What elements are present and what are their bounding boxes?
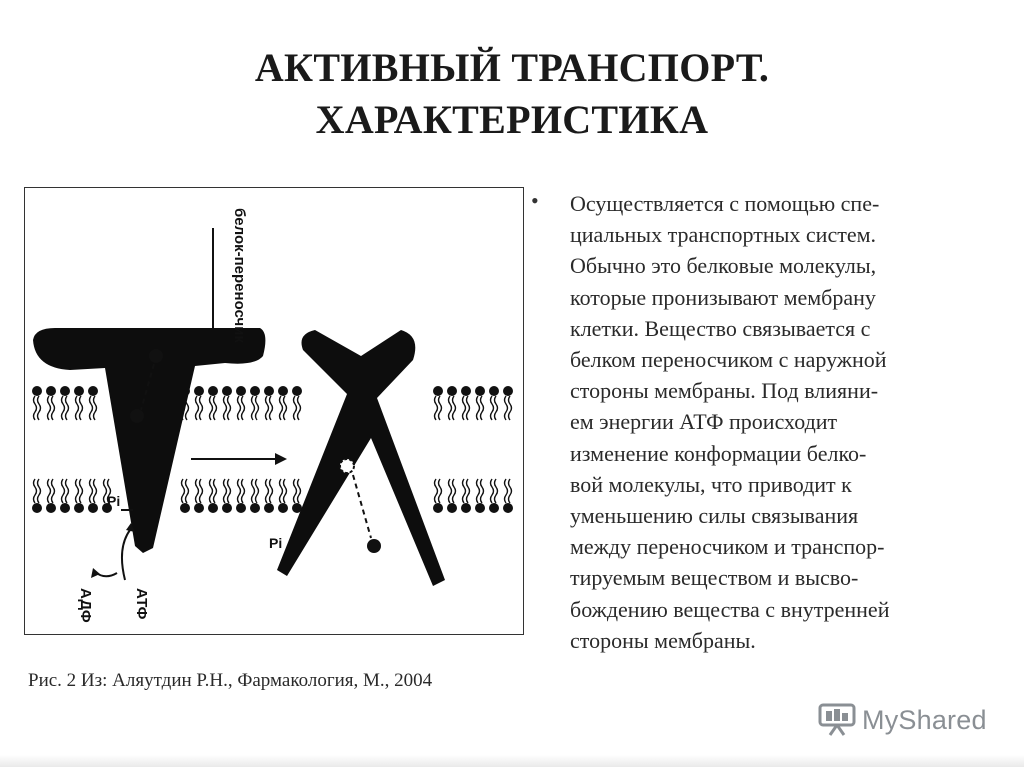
slide-title-line-2: ХАРАКТЕРИСТИКА <box>315 97 709 142</box>
carrier-protein-open-outward <box>33 328 265 553</box>
adf-label: АДФ <box>77 588 94 623</box>
binding-site-left <box>130 409 144 423</box>
bullet-line: изменение конформации белко- <box>570 440 867 466</box>
slide-title <box>0 42 1024 146</box>
myshared-brand-text: MyShared <box>862 704 987 735</box>
bullet-line: стороны мембраны. Под влияни- <box>570 378 879 404</box>
atf-label: АТФ <box>133 588 150 620</box>
bullet-line: ем энергии АТФ происходит <box>570 409 838 435</box>
projector-screen-icon <box>818 703 856 737</box>
membrane-right-lower <box>433 479 513 513</box>
substrate-bound-left <box>149 349 163 363</box>
bullet-line: Осуществляется с помощью спе- <box>570 191 880 216</box>
atp-adp-curved-arrow <box>122 530 130 580</box>
membrane-left-upper <box>32 386 98 420</box>
substrate-released-right <box>367 539 381 553</box>
pi-label-right: Pi <box>269 535 283 551</box>
bullet-point: • <box>531 188 539 213</box>
pi-label-left: Pi <box>107 493 121 509</box>
bullet-line: уменьшению силы связывания <box>570 503 859 529</box>
bullet-line: клетки. Вещество связывается с <box>570 315 871 341</box>
myshared-logo[interactable] <box>818 702 987 738</box>
bullet-line: циальных транспортных систем. <box>570 222 877 248</box>
membrane-transport-figure <box>24 187 524 635</box>
membrane-right-upper <box>433 386 513 420</box>
bullet-line: между переносчиком и транспор- <box>570 534 885 560</box>
membrane-middle-lower <box>180 479 302 513</box>
slide-title-line-1: АКТИВНЫЙ ТРАНСПОРТ. <box>254 45 770 90</box>
slide-bottom-edge <box>0 755 1024 767</box>
empty-binding-site-right <box>340 459 354 473</box>
substrate-path-right <box>353 475 371 538</box>
carrier-protein-open-inward <box>277 330 445 586</box>
bullet-line: тируемым веществом и высво- <box>570 565 859 591</box>
membrane-left-lower <box>32 479 112 513</box>
bullet-line: которые пронизывают мембрану <box>570 284 876 310</box>
bullet-line: вой молекулы, что приводит к <box>570 471 852 497</box>
transport-diagram <box>25 188 525 636</box>
bullet-line: стороны мембраны. <box>570 627 756 653</box>
bullet-line: белком переносчиком с наружной <box>570 347 887 373</box>
bullet-line: Обычно это белковые молекулы, <box>570 253 877 279</box>
bullet-line: бождению вещества с внутренней <box>570 596 890 622</box>
carrier-label: белок-переносчик <box>231 208 248 343</box>
membrane-middle-upper <box>180 386 302 420</box>
figure-caption: Рис. 2 Из: Аляутдин Р.Н., Фармакология, М., 2004 <box>28 670 433 691</box>
bullet-text <box>570 188 1000 656</box>
